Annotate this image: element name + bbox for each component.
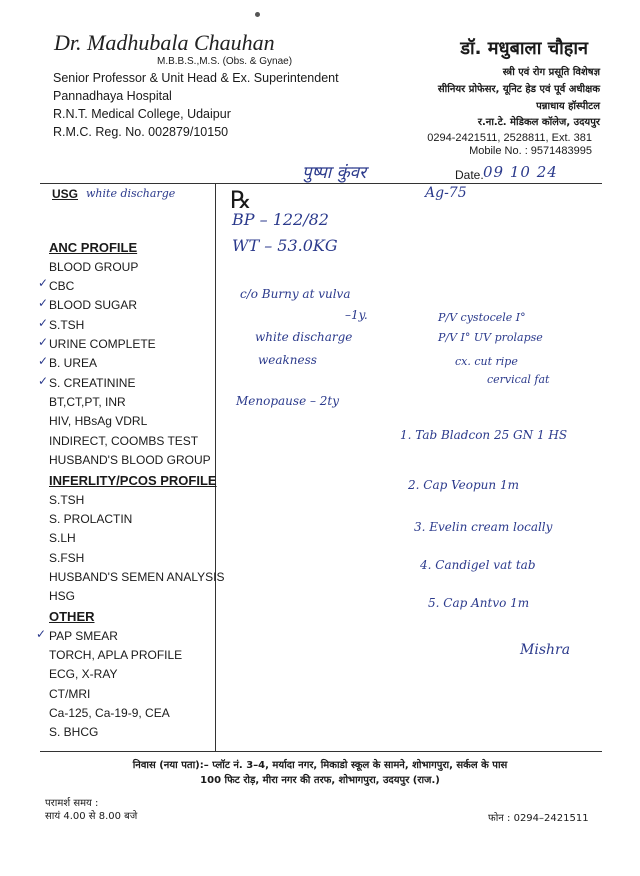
- usg-note: white discharge: [86, 187, 176, 200]
- mobile-number: Mobile No. : 9571483995: [469, 145, 592, 157]
- list-item: S. PROLACTIN: [49, 512, 133, 526]
- check-mark-icon: ✓: [36, 627, 47, 641]
- infertility-profile-title: INFERLITY/PCOS PROFILE: [49, 473, 217, 488]
- reg-no: R.M.C. Reg. No. 002879/10150: [53, 125, 229, 139]
- note-discharge: white discharge: [255, 330, 353, 344]
- column-divider: [215, 183, 216, 751]
- list-item: S.TSH: [49, 493, 85, 507]
- check-mark-icon: ✓: [38, 296, 49, 310]
- anc-profile-title: ANC PROFILE: [49, 240, 138, 255]
- degrees: M.B.B.S.,M.S. (Obs. & Gynae): [157, 56, 293, 67]
- exam-finding: cx. cut ripe: [455, 355, 518, 368]
- list-item: ECG, X-RAY: [49, 667, 118, 681]
- address-line-2: 100 फिट रोड़, मीरा नगर की तरफ, शोभागपुरा, उदयपुर (राज.): [200, 775, 440, 786]
- check-mark-icon: ✓: [38, 276, 49, 290]
- check-mark-icon: ✓: [38, 335, 49, 349]
- patient-name: पुष्पा कुंवर: [302, 163, 367, 183]
- note-duration: –1y.: [345, 308, 368, 322]
- check-mark-icon: ✓: [38, 374, 49, 388]
- list-item: S.LH: [49, 531, 76, 545]
- check-mark-icon: ✓: [38, 316, 49, 330]
- list-item: HIV, HBsAg VDRL: [49, 414, 148, 428]
- doctor-signature: Mishra: [520, 642, 571, 658]
- medication-line: 3. Evelin cream locally: [414, 520, 553, 534]
- list-item: BT,CT,PT, INR: [49, 395, 126, 409]
- list-item: S.TSH: [49, 318, 85, 332]
- bp-reading: BP – 122/82: [232, 210, 329, 229]
- note-menopause: Menopause – 2ty: [236, 394, 340, 408]
- rx-symbol: ℞: [230, 186, 252, 214]
- list-item: S.FSH: [49, 551, 85, 565]
- phone-numbers: 0294-2421511, 2528811, Ext. 381: [427, 132, 592, 144]
- list-item: BLOOD GROUP: [49, 260, 139, 274]
- list-item: S. BHCG: [49, 725, 99, 739]
- medication-line: 4. Candigel vat tab: [420, 558, 536, 572]
- doctor-name-hi: डॉ. मधुबाला चौहान: [460, 38, 588, 59]
- list-item: B. UREA: [49, 356, 98, 370]
- list-item: S. CREATININE: [49, 376, 136, 390]
- college: R.N.T. Medical College, Udaipur: [53, 107, 231, 121]
- consultation-label: परामर्श समय :: [45, 798, 99, 809]
- list-item: CT/MRI: [49, 687, 91, 701]
- list-item: HSG: [49, 589, 76, 603]
- list-item: Ca-125, Ca-19-9, CEA: [49, 706, 170, 720]
- weight-reading: WT – 53.0KG: [232, 236, 338, 255]
- list-item: HUSBAND'S SEMEN ANALYSIS: [49, 570, 225, 584]
- bottom-rule: [40, 751, 602, 752]
- exam-finding: cervical fat: [487, 373, 550, 386]
- punch-dot: [255, 12, 260, 17]
- list-item: INDIRECT, COOMBS TEST: [49, 434, 199, 448]
- date-value: 09 10 24: [483, 163, 558, 181]
- list-item: CBC: [49, 279, 75, 293]
- exam-finding: P/V cystocele I°: [438, 311, 526, 324]
- list-item: HUSBAND'S BLOOD GROUP: [49, 453, 211, 467]
- list-item: TORCH, APLA PROFILE: [49, 648, 183, 662]
- list-item: URINE COMPLETE: [49, 337, 156, 351]
- usg-label: USG: [52, 187, 79, 201]
- designation-hi: सीनियर प्रोफेसर, यूनिट हेड एवं पूर्व अधीक्षक: [437, 84, 600, 95]
- medication-line: 5. Cap Antvo 1m: [428, 596, 530, 610]
- consultation-time: सायं 4.00 से 8.00 बजे: [45, 811, 138, 822]
- list-item: BLOOD SUGAR: [49, 298, 138, 312]
- address-line-1: निवास (नया पता):– प्लॉट नं. 3–4, मर्यादा नगर, मिकाडो स्कूल के सामने, शोभागपुरा, सर्कल के पास: [132, 760, 508, 771]
- doctor-name-en: Dr. Madhubala Chauhan: [54, 30, 275, 55]
- list-item: PAP SMEAR: [49, 629, 118, 643]
- top-rule: [40, 183, 602, 184]
- designation: Senior Professor & Unit Head & Ex. Superintendent: [53, 71, 339, 85]
- date-label: Date.: [455, 168, 484, 182]
- note-weakness: weakness: [258, 353, 317, 367]
- college-hi: र.ना.टे. मेडिकल कॉलेज, उदयपुर: [477, 117, 600, 128]
- hospital-hi: पन्नाधाय हॉस्पीटल: [536, 101, 600, 112]
- other-title: OTHER: [49, 609, 95, 624]
- exam-finding: P/V I° UV prolapse: [438, 331, 543, 344]
- medication-line: 2. Cap Veopun 1m: [408, 478, 519, 492]
- footer-phone: फोन : 0294–2421511: [488, 813, 589, 824]
- hospital: Pannadhaya Hospital: [53, 89, 172, 103]
- medication-line: 1. Tab Bladcon 25 GN 1 HS: [400, 428, 568, 442]
- patient-age: Ag-75: [425, 185, 467, 201]
- check-mark-icon: ✓: [38, 354, 49, 368]
- speciality-hi: स्त्री एवं रोग प्रसूति विशेषज्ञ: [502, 67, 600, 78]
- note-complaint: c/o Burny at vulva: [240, 287, 351, 301]
